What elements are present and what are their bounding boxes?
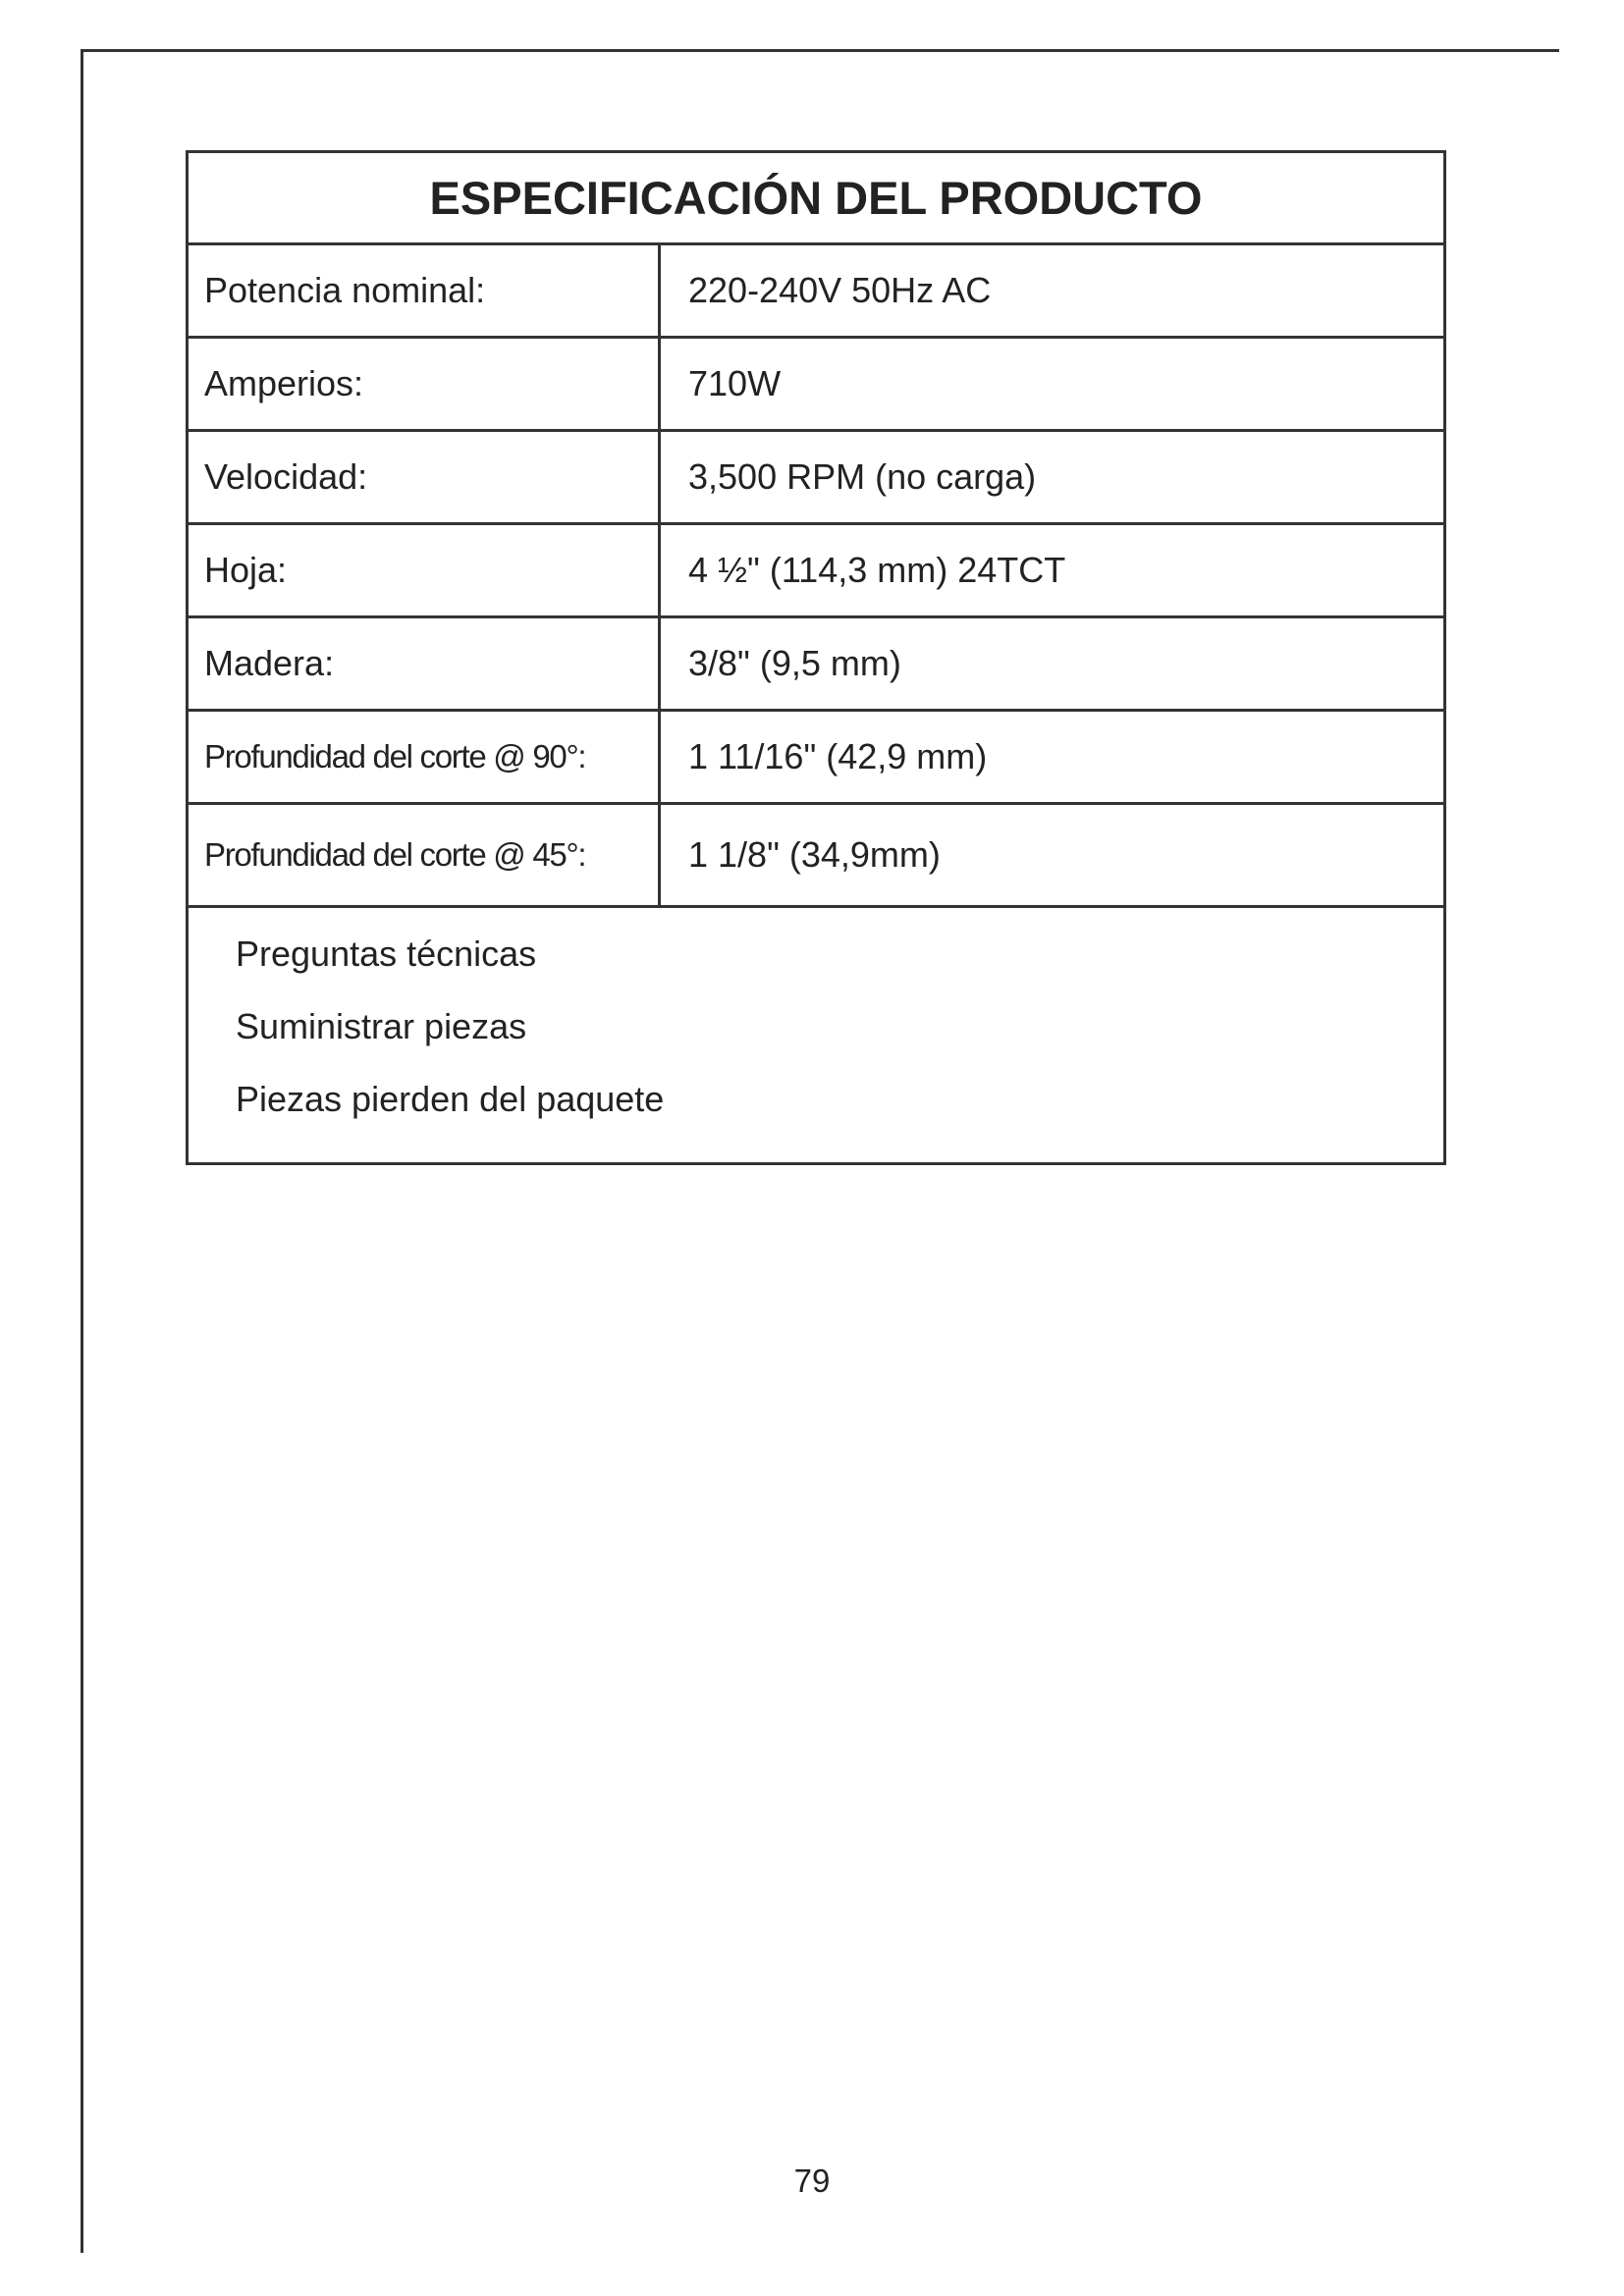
- product-spec-table: [186, 150, 1446, 1165]
- spec-table-title: ESPECIFICACIÓN DEL PRODUCTO: [189, 153, 1443, 245]
- page-frame-top-border: [81, 49, 1559, 52]
- spec-label: Profundidad del corte @ 45°:: [189, 805, 661, 905]
- spec-row-depth-45: [189, 805, 1443, 908]
- spec-row-hoja: [189, 525, 1443, 618]
- spec-value: 220-240V 50Hz AC: [688, 270, 992, 310]
- page-number: 79: [793, 2163, 831, 2199]
- spec-label: Madera:: [189, 618, 661, 709]
- page-frame-left-border: [81, 49, 83, 2253]
- spec-notes-section: [189, 908, 1443, 1151]
- spec-label: Amperios:: [189, 339, 661, 429]
- spec-label: Profundidad del corte @ 90°:: [189, 712, 661, 802]
- note-item: Preguntas técnicas: [236, 934, 537, 974]
- spec-value: 1 11/16" (42,9 mm): [688, 736, 988, 776]
- spec-label: Velocidad:: [189, 432, 661, 522]
- spec-value: 3/8" (9,5 mm): [688, 643, 901, 683]
- spec-value: 3,500 RPM (no carga): [688, 456, 1037, 497]
- spec-label: Potencia nominal:: [189, 245, 661, 336]
- spec-value: 710W: [688, 363, 782, 403]
- spec-value: 1 1/8" (34,9mm): [688, 834, 941, 875]
- spec-row-potencia: [189, 245, 1443, 339]
- spec-row-velocidad: [189, 432, 1443, 525]
- note-item: Piezas pierden del paquete: [236, 1079, 665, 1119]
- spec-row-amperios: [189, 339, 1443, 432]
- spec-row-depth-90: [189, 712, 1443, 805]
- spec-value: 4 ½" (114,3 mm) 24TCT: [688, 550, 1066, 590]
- note-item: Suministrar piezas: [236, 1006, 527, 1046]
- spec-label: Hoja:: [189, 525, 661, 615]
- spec-row-madera: [189, 618, 1443, 712]
